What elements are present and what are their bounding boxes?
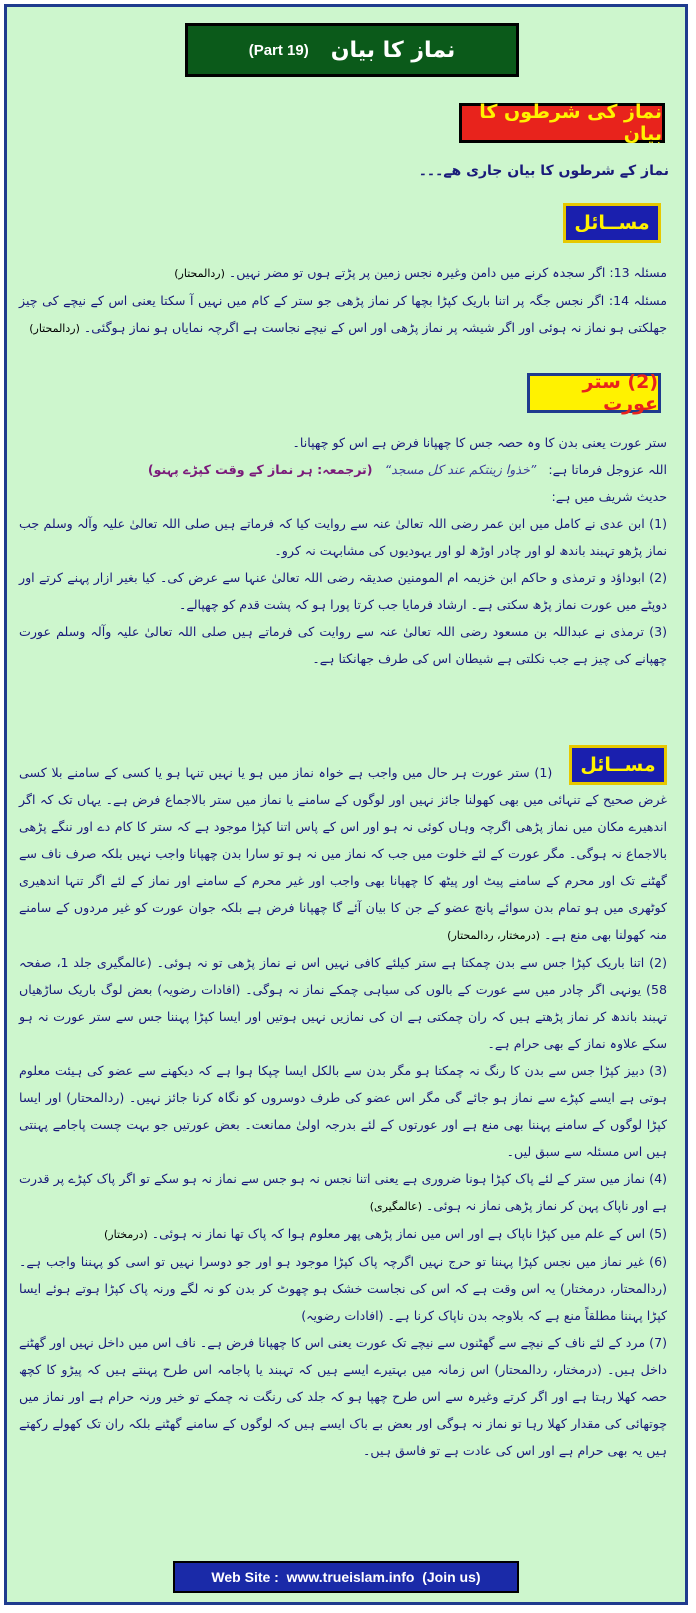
masail-label-1: مســائل bbox=[563, 203, 661, 243]
satr-hadith-intro: حدیث شریف میں ہے: bbox=[551, 489, 667, 504]
section-intro: نماز کے شرطوں کا بیان جاری ھے۔۔۔ bbox=[418, 163, 669, 179]
masail-2-p5-ref: (درمختار) bbox=[103, 1228, 148, 1241]
satr-hadith-2: (2) ابوداؤد و ترمذی و حاکم ابن خزیمہ ام المومنین صدیقہ رضی اللہ تعالیٰ عنہا سے عرض کی۔ کیا بغیر ازار پہنے کرتے اور دوپٹے میں عورت نماز پڑھ سکتی ہے۔ ارشاد فرمایا جب کرتا پورا ہو کہ پشت قدم کو چھپالے۔ bbox=[19, 570, 667, 612]
page-title bbox=[185, 23, 519, 77]
satr-verse: ”خذوا زینتکم عند کل مسجد“ bbox=[384, 462, 537, 477]
masail-2-p4: (4) نماز میں ستر کے لئے پاک کپڑا ہونا ضروری ہے یعنی اتنا نجس نہ ہو جس سے نماز نہ ہو سکے تو اگر پاک کپڑے پر قدرت ہے اور ناپاک پہن کر نماز پڑھی نماز نہ ہوئی۔ bbox=[19, 1171, 667, 1213]
masail-14: مسئلہ 14: اگر نجس جگہ پر اتنا باریک کپڑا بچھا کر نماز پڑھی جو ستر کے کام میں نہیں آ سکتا یعنی اس کے نیچے کی چیز جھلکتی ہو نماز نہ ہوئی اور اگر شیشہ پر نماز پڑھی اور اس کے نیچے نجاست ہے اگرچہ نمایاں ہو نماز ہوگئی۔ bbox=[19, 293, 667, 335]
satr-hadith-3: (3) ترمذی نے عبداللہ بن مسعود رضی اللہ تعالیٰ عنہ سے روایت کی فرماتے ہیں صلی اللہ تعالیٰ علیہ وآلہ وسلم عورت چھپانے کی چیز ہے جب نکلتی ہے شیطان اس کی طرف جھانکتا ہے۔ bbox=[19, 624, 667, 666]
section-heading-shuroot: نماز کی شرطوں کا بیان bbox=[459, 103, 665, 143]
masail-2-p1-ref: (درمختار، ردالمحتار) bbox=[447, 929, 541, 942]
masail-2-p2: (2) اتنا باریک کپڑا جس سے بدن چمکتا ہے ستر کیلئے کافی نہیں اس نے نماز پڑھی تو نہ ہوئی۔ (عالمگیری جلد 1، صفحہ 58) یونہی اگر چادر میں سے عورت کے بالوں کی سیاہی چمکے نماز نہ ہوگی۔ (افادات رضویہ) بعض لوگ باریک ساڑھیاں تہبند باندھ کر نماز پڑھتے ہیں کہ ران چمکتی ہے ان کی نمازیں نہیں ہوتیں اور ایسا کپڑا پہننا جس سے ستر عورت نہ ہو سکے علاوہ نماز کے بھی حرام ہے۔ bbox=[19, 955, 667, 1051]
title-urdu: نماز کا بیان bbox=[330, 37, 456, 63]
satr-allah-says: اللہ عزوجل فرماتا ہے: bbox=[548, 462, 667, 477]
satr-translation: (ترجمعہ: ہر نماز کے وقت کپڑے پہنو) bbox=[147, 462, 373, 477]
section-heading-satr: (2) ستر عورت bbox=[527, 373, 661, 413]
title-part: (Part 19) bbox=[248, 41, 309, 59]
masail-2-p3: (3) دبیز کپڑا جس سے بدن کا رنگ نہ چمکتا ہو مگر بدن سے بالکل ایسا چپکا ہوا ہے کہ دیکھنے سے عضو کی ہیئت معلوم ہوتی ہے ایسے کپڑے سے نماز ہو جائے گی مگر اس عضو کی طرف دوسروں کو نگاہ کرنا جائز نہیں۔ (ردالمحتار) اور ایسا کپڑا لوگوں کے سامنے پہننا بھی منع ہے اور عورتوں کے لئے بدرجہ اولیٰ ممانعت۔ بعض عورتیں جو بہت چست پاجامے پہنتی ہیں اس مسئلہ سے سبق لیں۔ bbox=[19, 1063, 667, 1159]
website-footer-link[interactable]: Web Site : www.trueislam.info (Join us) bbox=[173, 1561, 519, 1593]
page-frame bbox=[4, 4, 688, 1605]
masail-2-p7: (7) مرد کے لئے ناف کے نیچے سے گھٹنوں سے نیچے تک عورت یعنی اس کا چھپانا فرض ہے۔ ناف اس میں داخل نہیں اور گھٹنے داخل ہیں۔ (درمختار، ردالمحتار) اس زمانہ میں بہتیرے ایسے ہیں کہ تہبند یا پاجامہ اس طرح پہنتے ہیں کہ پیڑو کا کچھ حصہ کھلا رہتا ہے اور اگر کرتے وغیرہ سے اس طرح چھپا ہو کہ جلد کی رنگت نہ چمکے تو خیر ورنہ حرام ہے اور نماز میں چوتھائی کی مقدار کھلا رہا تو نماز نہ ہوگی اور بعض بے باک ایسے ہیں کہ لوگوں کے سامنے گھٹنے بلکہ ران تک کھولے رکھتے ہیں یہ بھی حرام ہے اور اس کی عادت ہے تو فاسق ہیں۔ bbox=[19, 1335, 667, 1458]
masail-1-text bbox=[19, 259, 667, 342]
masail-2-p4-ref: (عالمگیری) bbox=[369, 1200, 422, 1213]
masail-2-text bbox=[19, 759, 667, 1464]
satr-text bbox=[19, 429, 667, 672]
masail-13-ref: (ردالمحتار) bbox=[174, 267, 225, 280]
masail-14-ref: (ردالمحتار) bbox=[29, 322, 80, 335]
masail-2-p5: (5) اس کے علم میں کپڑا ناپاک ہے اور اس میں نماز پڑھی پھر معلوم ہوا کہ پاک تھا نماز نہ ہوئی۔ bbox=[151, 1226, 667, 1241]
masail-2-p1: (1) ستر عورت ہر حال میں واجب ہے خواہ نماز میں ہو یا نہیں تنہا ہو یا کسی کے سامنے بلا کسی غرض صحیح کے تنہائی میں بھی کھولنا جائز نہیں اور لوگوں کے سامنے یا نماز میں ستر بالاجماع فرض ہے۔ یہاں تک کہ اگر اندھیرے مکان میں نماز پڑھی اگرچہ وہاں کوئی نہ ہو اور اس کے پاس اتنا کپڑا موجود ہے کہ ستر کا کام دے اور ننگے پڑھی بالاجماع نہ ہوگی۔ مگر عورت کے لئے خلوت میں جب کہ نماز میں نہ ہو تو سارا بدن چھپانا واجب نہیں بلکہ صرف ناف سے گھٹنے تک اور محرم کے سامنے پیٹ اور پیٹھ کا چھپانا بھی واجب اور غیر محرم کے سامنے اور نماز کے لئے اگر تنہا اندھیری کوٹھری میں ہو تمام بدن سوائے پانچ عضو کے جن کا بیان آئے گا چھپانا فرض ہے بلکہ جوان عورت کو غیر مردوں کے سامنے منہ کھولنا بھی منع ہے۔ bbox=[19, 765, 667, 942]
masail-13: مسئلہ 13: اگر سجدہ کرنے میں دامن وغیرہ نجس زمین پر پڑتے ہوں تو مضر نہیں۔ bbox=[228, 265, 667, 280]
masail-label-2: مســائل bbox=[569, 745, 667, 785]
satr-definition: ستر عورت یعنی بدن کا وہ حصہ جس کا چھپانا فرض ہے اس کو چھپانا۔ bbox=[292, 435, 667, 450]
masail-2-p6: (6) غیر نماز میں نجس کپڑا پہننا تو حرج نہیں اگرچہ پاک کپڑا موجود ہو اور جو دوسرا نہیں تو اسی کو پہننا واجب ہے۔ (ردالمحتار، درمختار) یہ اس وقت ہے کہ اس کی نجاست خشک ہو چھوٹ کر بدن کو نہ لگے ورنہ پاک کپڑا ہوتے ہوئے ایسا کپڑا پہننا مطلقاً منع ہے کہ بلاوجہ بدن ناپاک کرنا ہے۔ (افادات رضویہ) bbox=[19, 1254, 667, 1323]
satr-hadith-1: (1) ابن عدی نے کامل میں ابن عمر رضی اللہ تعالیٰ عنہ سے روایت کیا کہ فرماتے ہیں صلی اللہ تعالیٰ علیہ وآلہ وسلم جب نماز پڑھو تہبند باندھ لو اور چادر اوڑھ لو اور یہودیوں کی مشابہت نہ کرو۔ bbox=[19, 516, 667, 558]
